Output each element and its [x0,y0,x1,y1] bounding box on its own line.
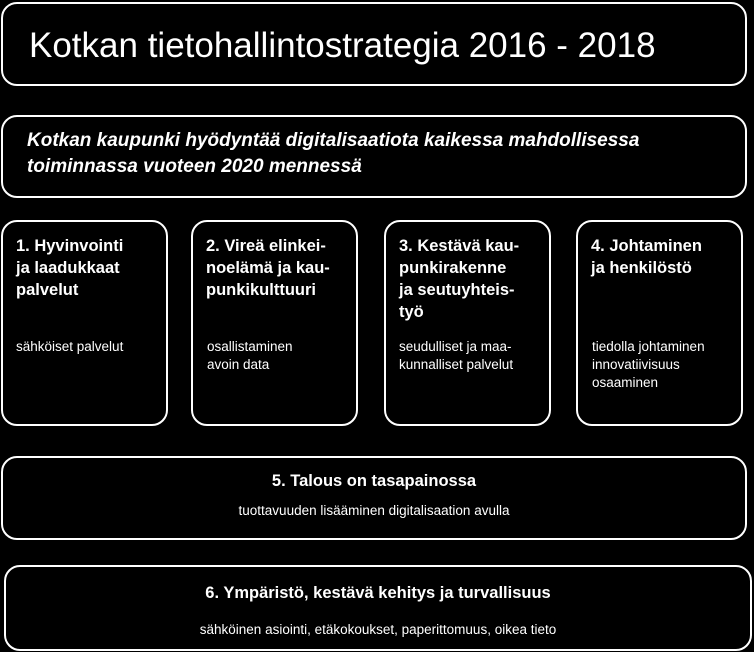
goal-items [16,338,123,356]
vision-statement: Kotkan kaupunki hyödyntää digitalisaatiota kaikessa mahdollisessa toiminnassa vuoteen 2020 mennessä [27,130,640,177]
goal-title: 1. Hyvinvointi ja laadukkaat palvelut [16,237,124,299]
goal-item: seudulliset ja maa- [399,339,512,354]
goal-title: 3. Kestävä kau- punkirakenne ja seutuyhteis- työ [399,237,520,321]
goal-items [207,338,293,374]
goal-title: 2. Vireä elinkei- noelämä ja kau- punkikulttuuri [206,237,330,299]
economy-box [1,456,747,540]
goal-box-wellbeing [1,220,168,426]
goal-box-leadership [576,220,743,426]
page-title: Kotkan tietohallintostrategia 2016 - 2018 [29,26,656,65]
goal-item: innovatiivisuus [592,357,680,372]
goal-box-business [191,220,358,426]
vision-box [1,115,747,198]
goal-item: avoin data [207,357,270,372]
goal-item: tiedolla johtaminen [592,339,705,354]
goal-item: kunnalliset palvelut [399,357,514,372]
economy-title: 5. Talous on tasapainossa [271,472,477,490]
environment-box [4,565,752,651]
goal-item: osaaminen [592,375,659,390]
goal-item: osallistaminen [207,339,293,354]
goal-box-urban-structure [384,220,551,426]
goal-items [592,338,705,392]
goal-item: sähköiset palvelut [16,339,124,354]
environment-title: 6. Ympäristö, kestävä kehitys ja turvallisuus [205,584,551,602]
goal-items [399,338,513,374]
title-box [1,2,747,86]
economy-subtitle: tuottavuuden lisääminen digitalisaation avulla [238,503,510,518]
goal-title: 4. Johtaminen ja henkilöstö [591,237,702,277]
environment-subtitle: sähköinen asiointi, etäkokoukset, paperittomuus, oikea tieto [199,622,557,637]
